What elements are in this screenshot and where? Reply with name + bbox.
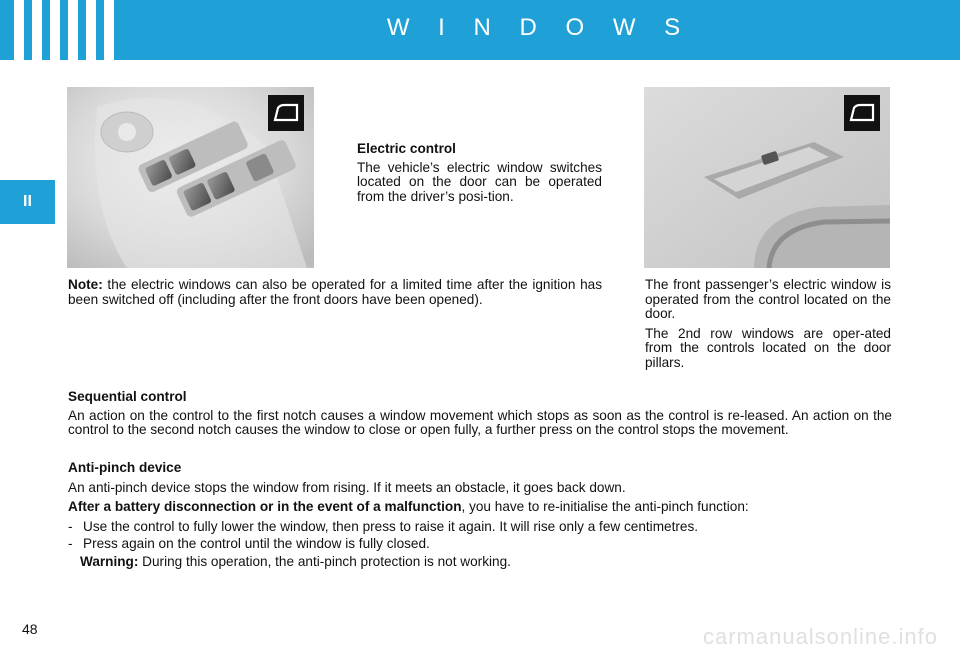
warning-text: During this operation, the anti-pinch protection is not working. xyxy=(138,553,511,569)
header-stripe xyxy=(104,0,114,60)
battery-label: After a battery disconnection or in the event of a malfunction xyxy=(68,499,462,514)
watermark: carmanualsonline.info xyxy=(702,624,938,649)
header-stripe xyxy=(86,0,96,60)
electric-control-text: The vehicle’s electric window switches located on the door can be operated from the driver’s posi-tion. xyxy=(357,159,602,204)
header-stripe xyxy=(68,0,78,60)
antipinch-heading: Anti-pinch device xyxy=(68,460,182,475)
battery-paragraph xyxy=(68,500,892,515)
electric-control-section xyxy=(357,142,602,204)
header-stripe xyxy=(14,0,24,60)
note-paragraph xyxy=(68,278,602,307)
antipinch-section xyxy=(68,461,892,569)
header-stripe xyxy=(32,0,42,60)
sequential-heading: Sequential control xyxy=(68,389,187,404)
list-dash: - xyxy=(68,536,73,551)
sequential-text: An action on the control to the first notch causes a window movement which stops as soon as the control is re-leased. An action on the control to the second notch causes the window to close or open fully, a further press on the control stops the movement. xyxy=(68,407,892,437)
header-bar xyxy=(0,0,960,60)
window-switch-icon xyxy=(844,95,880,131)
list-item xyxy=(68,537,892,552)
window-switch-icon xyxy=(268,95,304,131)
antipinch-text: An anti-pinch device stops the window from rising. If it meets an obstacle, it goes back down. xyxy=(68,479,626,495)
passenger-text-2: The 2nd row windows are oper-ated from the controls located on the door pillars. xyxy=(645,325,891,370)
list-item xyxy=(68,520,892,535)
electric-control-heading: Electric control xyxy=(357,141,456,156)
note-text: the electric windows can also be operated for a limited time after the ignition has been switched off (including after the front doors have been opened). xyxy=(68,277,602,307)
step-1-text: Use the control to fully lower the window, then press to raise it again. It will rise only a few centimetres. xyxy=(83,518,699,534)
passenger-text-1: The front passenger’s electric window is operated from the control located on the door. xyxy=(645,277,891,321)
passenger-section xyxy=(645,278,891,370)
note-label: Note: xyxy=(68,277,103,292)
warning-paragraph xyxy=(68,555,892,570)
page-number: 48 xyxy=(22,621,38,637)
battery-text: , you have to re-initialise the anti-pinch function: xyxy=(461,499,749,514)
header-stripe xyxy=(50,0,60,60)
chapter-tab: II xyxy=(0,180,55,224)
page-title: W I N D O W S xyxy=(386,14,692,41)
warning-label: Warning: xyxy=(80,553,139,569)
list-dash: - xyxy=(68,518,73,534)
sequential-section xyxy=(68,390,892,438)
step-2-text: Press again on the control until the window is fully closed. xyxy=(83,536,430,551)
